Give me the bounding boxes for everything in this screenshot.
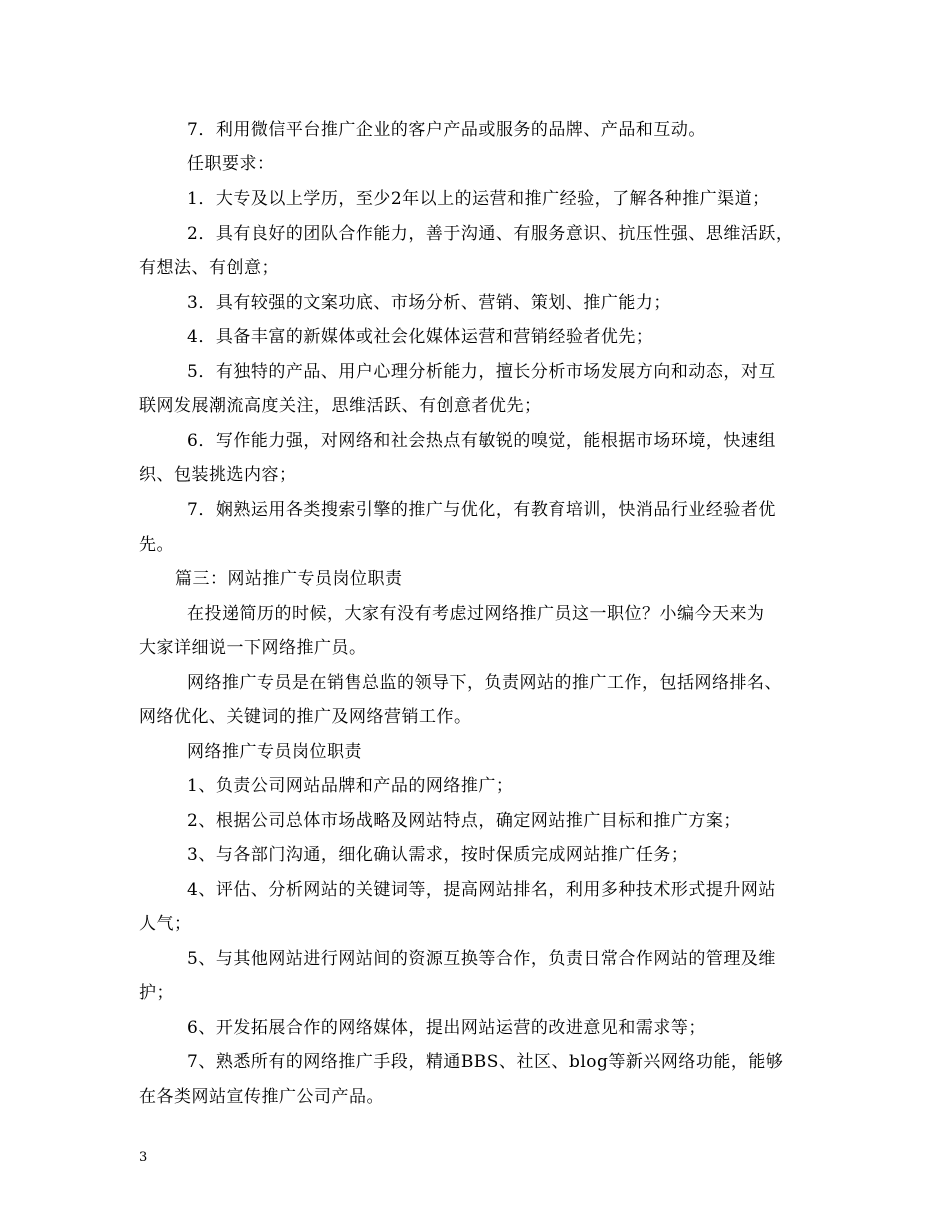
text-line: 在各类网站宣传推广公司产品。 (139, 1087, 384, 1107)
text-line: 5．有独特的产品、用户心理分析能力，擅长分析市场发展方向和动态，对互 (187, 362, 776, 382)
text-line: 1．大专及以上学历，至少2年以上的运营和推广经验，了解各种推广渠道； (187, 189, 770, 209)
text-line: 7、熟悉所有的网络推广手段，精通BBS、社区、blog等新兴网络功能，能够 (187, 1052, 784, 1072)
text-line: 联网发展潮流高度关注，思维活跃、有创意者优先； (139, 396, 542, 416)
text-line: 2．具有良好的团队合作能力，善于沟通、有服务意识、抗压性强、思维活跃， (187, 224, 794, 244)
text-line: 人气； (139, 914, 192, 934)
text-line: 5、与其他网站进行网站间的资源互换等合作，负责日常合作网站的管理及维 (187, 949, 776, 969)
text-line: 在投递简历的时候，大家有没有考虑过网络推广员这一职位？小编今天来为 (187, 604, 765, 624)
text-line: 3、与各部门沟通，细化确认需求，按时保质完成网站推广任务； (187, 845, 689, 865)
text-line: 1、负责公司网站品牌和产品的网络推广； (187, 776, 514, 796)
page-number: 3 (139, 1150, 148, 1165)
text-line: 7．娴熟运用各类搜索引擎的推广与优化，有教育培训，快消品行业经验者优 (187, 500, 776, 520)
text-line: 先。 (139, 535, 174, 555)
text-line: 织、包装挑选内容； (139, 465, 297, 485)
text-line: 6、开发拓展合作的网络媒体，提出网站运营的改进意见和需求等； (187, 1018, 706, 1038)
text-line: 有想法、有创意； (139, 258, 279, 278)
text-line: 大家详细说一下网络推广员。 (139, 638, 367, 658)
text-line: 4．具备丰富的新媒体或社会化媒体运营和营销经验者优先； (187, 327, 654, 347)
text-line: 7．利用微信平台推广企业的客户产品或服务的品牌、产品和互动。 (187, 120, 706, 140)
text-line: 任职要求： (187, 154, 275, 174)
subheading: 网络推广专员岗位职责 (187, 742, 362, 762)
text-line: 护； (139, 983, 174, 1003)
section-heading: 篇三：网站推广专员岗位职责 (175, 569, 403, 589)
text-line: 网络优化、关键词的推广及网络营销工作。 (139, 707, 472, 727)
text-line: 网络推广专员是在销售总监的领导下，负责网站的推广工作，包括网络排名、 (187, 673, 782, 693)
text-line: 6．写作能力强，对网络和社会热点有敏锐的嗅觉，能根据市场环境，快速组 (187, 431, 776, 451)
text-line: 3．具有较强的文案功底、市场分析、营销、策划、推广能力； (187, 293, 671, 313)
text-line: 2、根据公司总体市场战略及网站特点，确定网站推广目标和推广方案； (187, 811, 741, 831)
text-line: 4、评估、分析网站的关键词等，提高网站排名，利用多种技术形式提升网站 (187, 880, 776, 900)
